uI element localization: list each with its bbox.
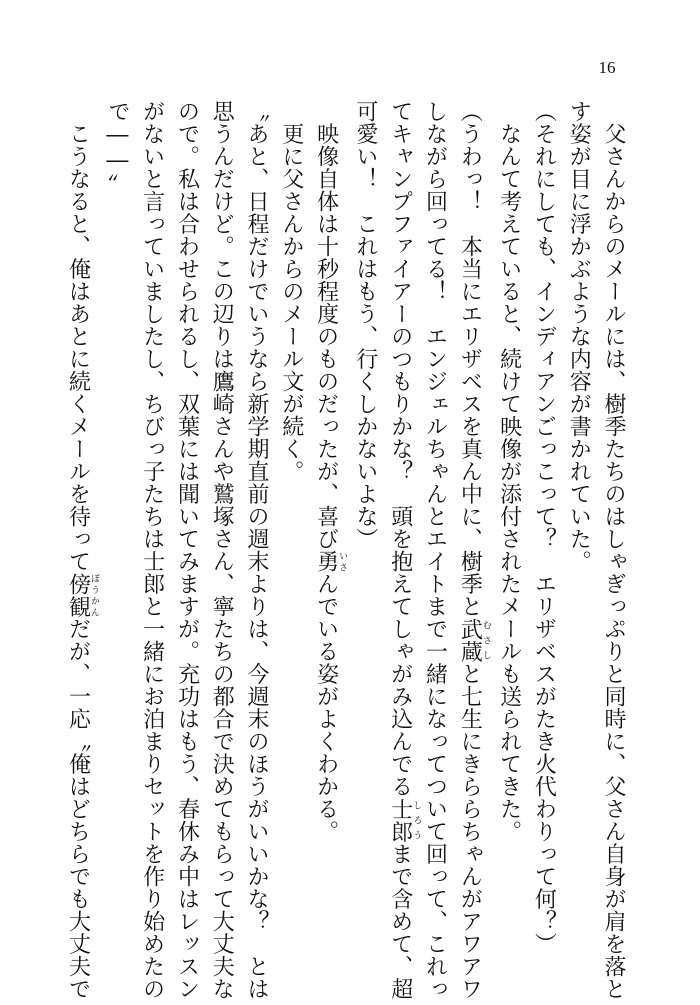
paragraph (60, 100, 100, 1000)
ruby-base: 勇 (313, 550, 339, 573)
vertical-text-body (60, 100, 630, 1000)
ruby-annotated-word (65, 572, 100, 618)
paragraph (491, 100, 526, 960)
text-segment: まで含めて、超 (387, 842, 413, 1000)
text-segment: で――〟 (104, 100, 130, 196)
text-segment: しながら回ってる！ エンジェルちゃんとエイトまで一緒になってついて回って、これっ (422, 100, 448, 1000)
text-segment: （うわっ！ 本当にエリザベスを真ん中に、樹季と (457, 100, 483, 618)
text-segment: てキャンプファイアーのつもりかな？ 頭を抱えてしゃがみ込んでる (387, 100, 413, 798)
text-segment: （それにしても、インディアンごっこって？ エリザベスがたき火代わりって何？） (531, 100, 557, 955)
paragraph (308, 100, 347, 960)
ruby-reading: いさ (337, 550, 348, 573)
ruby-base: 士郎 (387, 797, 413, 843)
paragraph (526, 100, 561, 960)
text-segment: と七生にきららちゃんがアワアワ (457, 662, 483, 1000)
ruby-reading: ぼうかん (89, 572, 100, 618)
text-segment: ので。私は合わせられるし、双葉には聞いてみますが。充功はもう、春休み中はレッスン (174, 100, 200, 1000)
paragraph (273, 100, 308, 960)
text-segment: 〝あと、日程だけでいうなら新学期直前の週末よりは、今週末のほうがいいかな？ とは (244, 100, 270, 1000)
text-segment: 可愛い！ これはもう、行くしかないよな） (352, 100, 378, 550)
paragraph (99, 100, 273, 1000)
text-segment: す姿が目に浮かぶような内容が書かれていた。 (566, 100, 592, 573)
ruby-reading: むさし (480, 617, 491, 663)
ruby-base: 武蔵 (457, 617, 483, 663)
text-segment: 映像自体は十秒程度のものだったが、喜び (313, 100, 339, 550)
ruby-annotated-word (387, 797, 422, 843)
paragraph (347, 100, 491, 1000)
text-segment: なんて考えていると、続けて映像が添付されたメールも送られてきた。 (496, 100, 522, 843)
paragraph (560, 100, 630, 1000)
text-segment: こうなると、俺はあとに続くメールを待って (65, 100, 91, 573)
ruby-reading: しろう (411, 797, 422, 843)
page-number: 16 (598, 58, 616, 77)
text-segment: がないと言っていましたし、ちびっ子たちは士郎と一緒にお泊まりセットを作り始めたの (139, 100, 165, 1000)
text-segment: 思うんだけど。この辺りは鷹崎さんや鷲塚さん、寧たちの都合で決めてもらって大丈夫な (209, 100, 235, 1000)
ruby-annotated-word (313, 550, 348, 573)
ruby-base: 傍観 (65, 572, 91, 618)
text-segment: んでいる姿がよくわかる。 (313, 572, 339, 843)
text-segment: 更に父さんからのメール文が続く。 (278, 100, 304, 483)
ruby-annotated-word (457, 617, 491, 663)
text-segment: 父さんからのメールには、樹季たちのはしゃぎっぷりと同時に、父さん自身が肩を落と (601, 100, 626, 1000)
text-segment: だが、一応〝俺はどちらでも大丈夫で (65, 617, 91, 1000)
